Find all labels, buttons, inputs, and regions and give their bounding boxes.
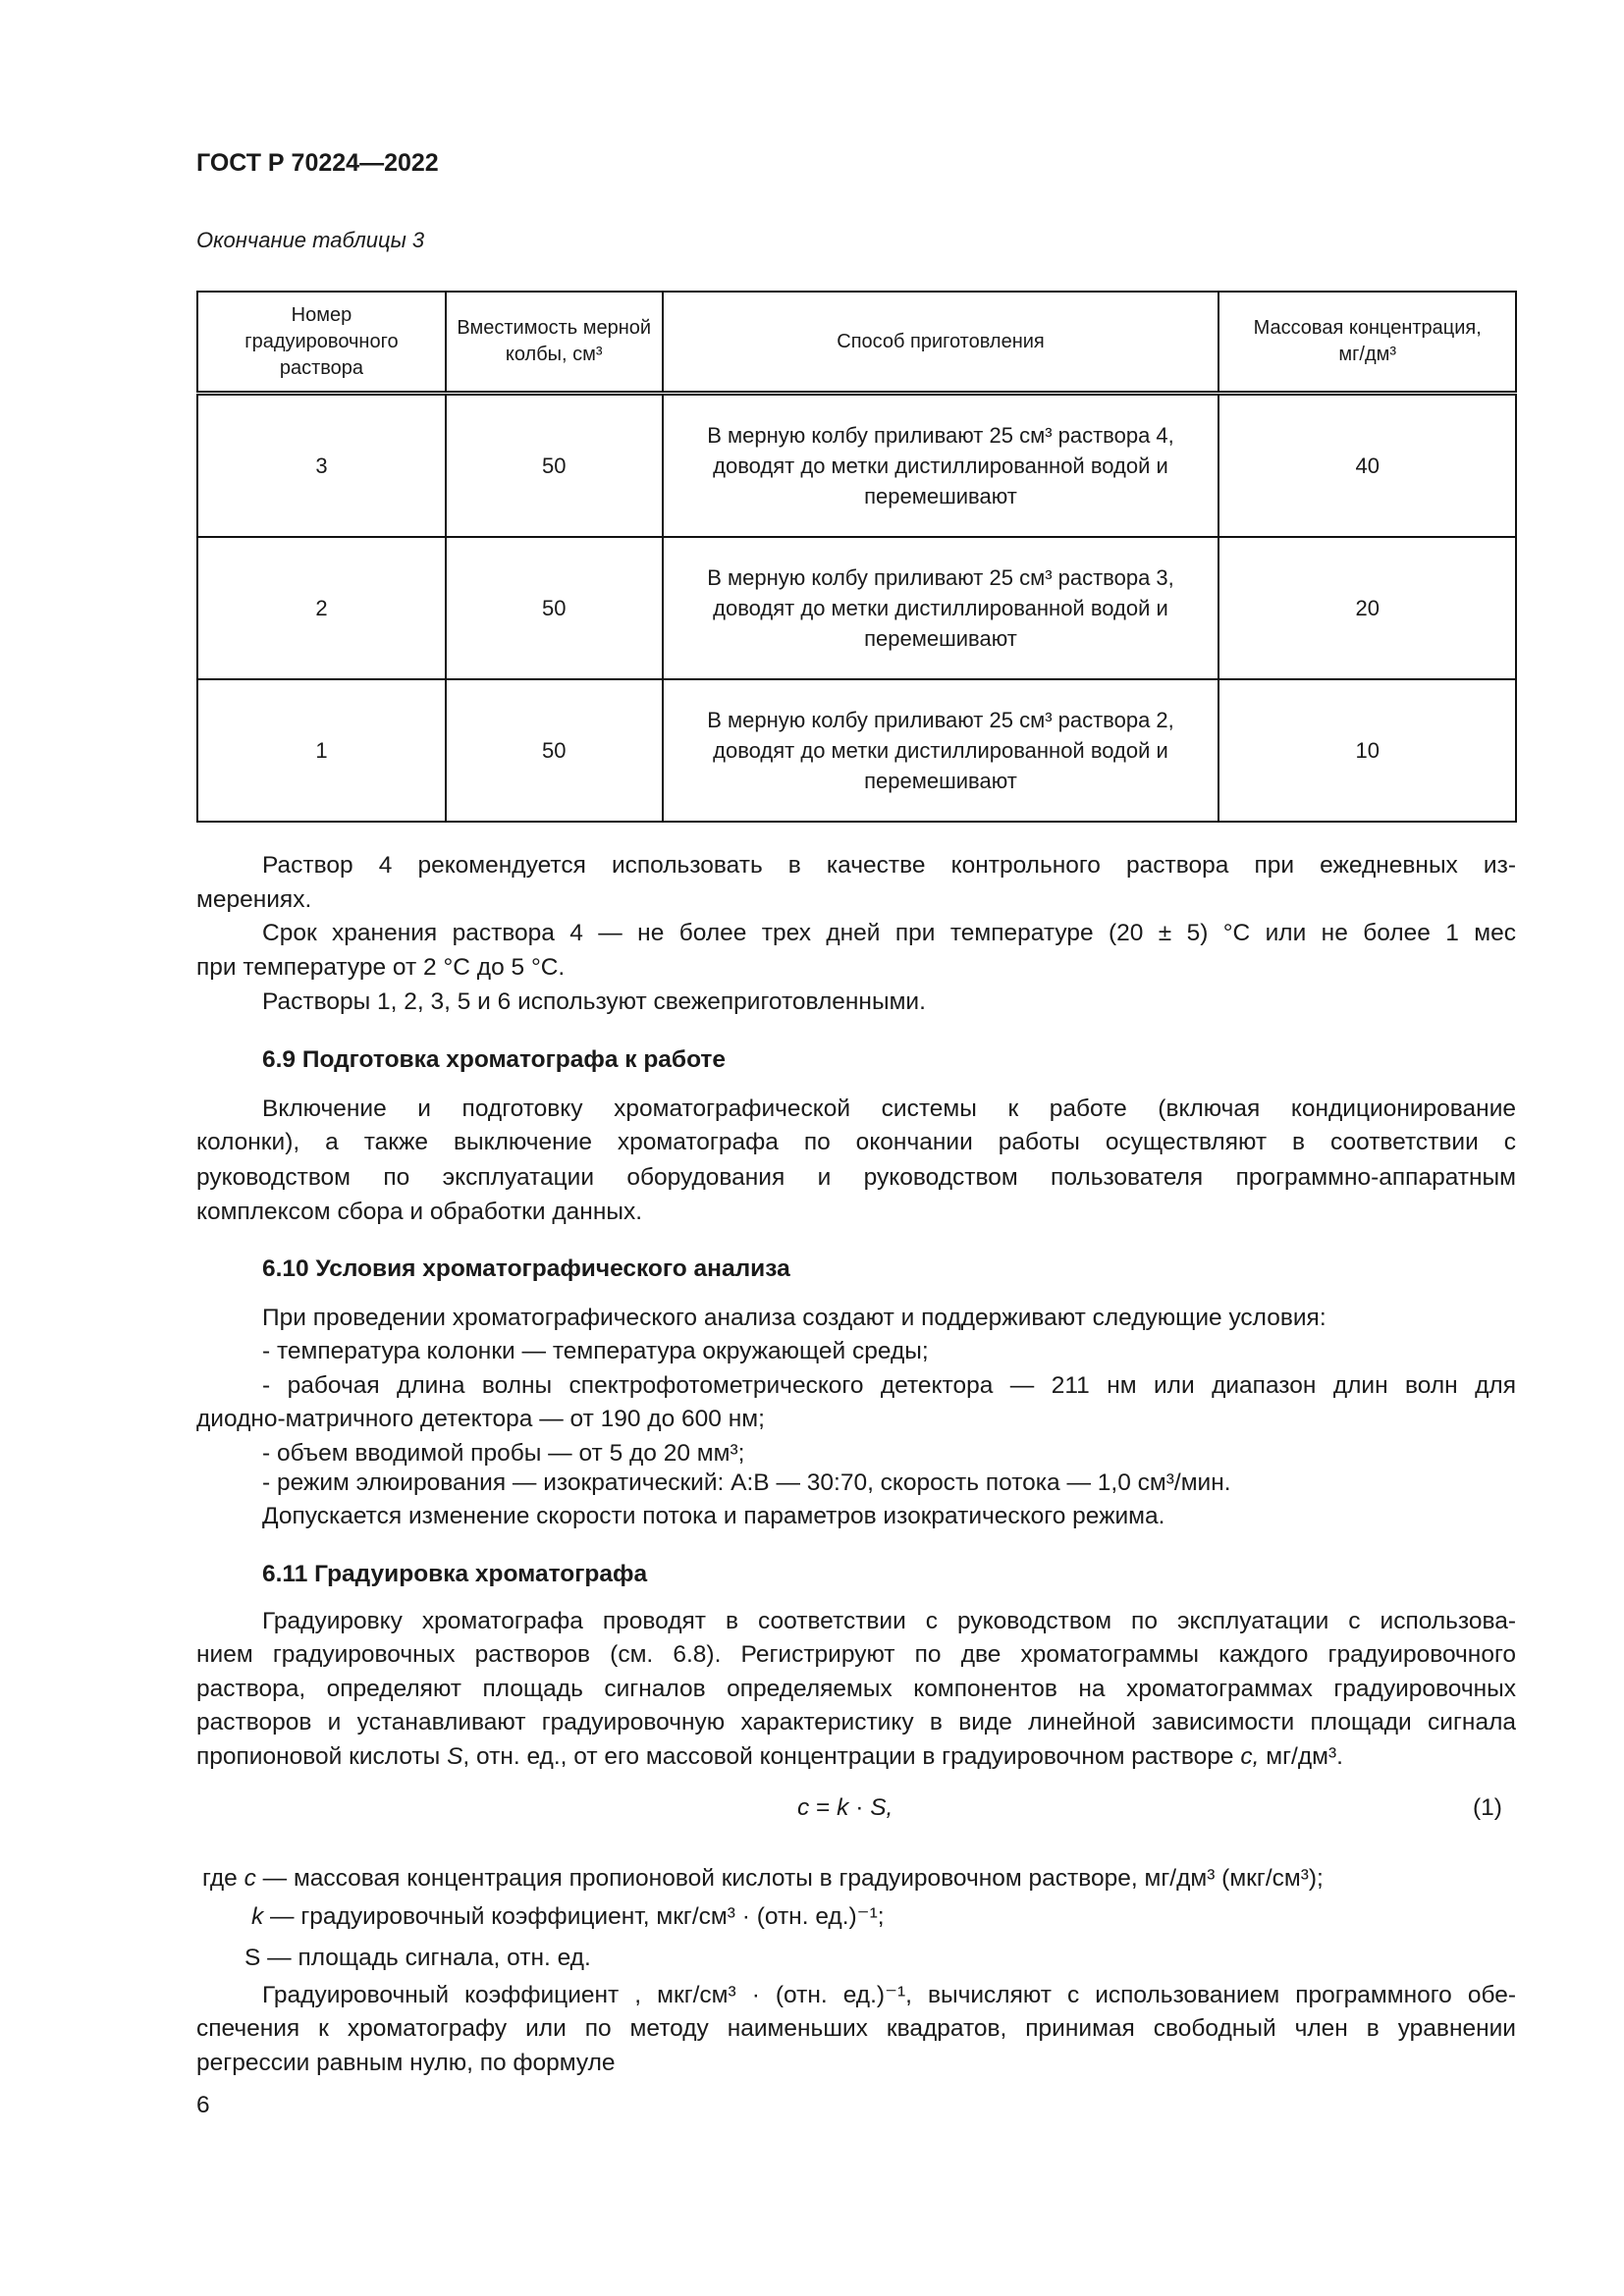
cell-num: 3 [197,394,446,538]
paragraph-line: растворов и устанавливают градуировочную характеристику в виде линейной зависимости площади сигнала [196,1709,1516,1735]
paragraph-line: Срок хранения раствора 4 — не более трех дней при температуре (20 ± 5) °С или не более 1 мес [262,920,1516,946]
paragraph-line: Допускается изменение скорости потока и параметров изократического режима. [262,1503,1165,1529]
section-heading-6-11: 6.11 Градуировка хроматографа [262,1561,648,1587]
symbol-c: c [244,1865,256,1892]
paragraph-line [196,1740,1516,1774]
column-header: Вместимость мерной колбы, см³ [446,292,663,394]
table-row [197,394,1516,538]
where-c [202,1862,1522,1896]
document-code: ГОСТ Р 70224—2022 [196,149,439,177]
cell-volume: 50 [446,679,663,822]
symbol-k: k [251,1903,264,1930]
paragraph-line: колонки), а также выключение хроматографа по окончании работы осуществляют в соответствии с [196,1129,1516,1155]
paragraph-line: руководством по эксплуатации оборудования и руководством пользователя программно-аппаратным [196,1164,1516,1191]
paragraph-line: раствора, определяют площадь сигналов определяемых компонентов на хроматограммах градуировочных [196,1676,1516,1702]
text: — площадь сигнала, отн. ед. [260,1945,591,1971]
text: — массовая концентрация пропионовой кислоты в градуировочном растворе, мг/дм³ (мкг/см³); [255,1865,1324,1892]
paragraph-line: мерениях. [196,886,312,913]
cell-conc: 10 [1218,679,1516,822]
formula [797,1791,893,1825]
page-number: 6 [196,2092,210,2118]
paragraph-line: спечения к хроматографу или по методу наименьших квадратов, принимая свободный член в уравнении [196,2015,1516,2042]
formula-s: S, [870,1794,893,1821]
cell-method: В мерную колбу приливают 25 см³ раствора 2, доводят до метки дистиллированной водой и перемешивают [663,679,1219,822]
paragraph-line: нием градуировочных растворов (см. 6.8). Регистрируют по две хроматограммы каждого градуировочного [196,1641,1516,1668]
formula-dot: · [848,1794,871,1821]
calibration-table [196,291,1517,823]
text: — градуировочный коэффициент, мкг/см³ · (отн. ед.)⁻¹; [263,1903,885,1930]
list-item: диодно-матричного детектора — от 190 до 600 нм; [196,1406,765,1432]
paragraph-line: комплексом сбора и обработки данных. [196,1199,643,1225]
section-heading-6-9: 6.9 Подготовка хроматографа к работе [262,1046,727,1073]
where-s [244,1942,1564,1975]
cell-num: 1 [197,679,446,822]
text: мг/дм³. [1259,1743,1343,1770]
cell-volume: 50 [446,537,663,679]
table-header-row [197,292,1516,394]
table-caption: Окончание таблицы 3 [196,228,425,252]
symbol-c: c, [1240,1743,1260,1770]
cell-conc: 40 [1218,394,1516,538]
paragraph-line: При проведении хроматографического анализа создают и поддерживают следующие условия: [262,1305,1326,1331]
list-item: - температура колонки — температура окружающей среды; [262,1338,929,1364]
cell-method: В мерную колбу приливают 25 см³ раствора 4, доводят до метки дистиллированной водой и перемешивают [663,394,1219,538]
where-k [251,1900,1571,1934]
formula-k: k [837,1794,849,1821]
cell-num: 2 [197,537,446,679]
paragraph-line: Градуировочный коэффициент , мкг/см³ · (отн. ед.)⁻¹, вычисляют с использованием программного обе- [262,1982,1516,2008]
column-header: Номер градуировочного раствора [197,292,446,394]
text: где [202,1865,244,1892]
cell-conc: 20 [1218,537,1516,679]
list-item: - режим элюирования — изократический: А:В — 30:70, скорость потока — 1,0 см³/мин. [262,1469,1231,1496]
section-heading-6-10: 6.10 Условия хроматографического анализа [262,1255,790,1282]
cell-volume: 50 [446,394,663,538]
text: , отн. ед., от его массовой концентрации в градуировочном растворе [462,1743,1241,1770]
formula-eq: = [809,1794,838,1821]
cell-method: В мерную колбу приливают 25 см³ раствора 3, доводят до метки дистиллированной водой и перемешивают [663,537,1219,679]
column-header: Способ приготовления [663,292,1219,394]
paragraph-line: Раствор 4 рекомендуется использовать в качестве контрольного раствора при ежедневных из- [262,852,1516,879]
list-item: - объем вводимой пробы — от 5 до 20 мм³; [262,1440,745,1467]
list-item: - рабочая длина волны спектрофотометрического детектора — 211 нм или диапазон длин волн для [262,1372,1516,1399]
paragraph-line: Включение и подготовку хроматографической системы к работе (включая кондиционирование [262,1095,1516,1122]
table-row [197,679,1516,822]
column-header: Массовая концентрация, мг/дм³ [1218,292,1516,394]
symbol-s: S [447,1743,463,1770]
table-row [197,537,1516,679]
text: пропионовой кислоты [196,1743,448,1770]
paragraph-line: регрессии равным нулю, по формуле [196,2050,616,2076]
paragraph-line: Растворы 1, 2, 3, 5 и 6 используют свежеприготовленными. [262,988,926,1015]
formula-number: (1) [1473,1794,1502,1821]
paragraph-line: при температуре от 2 °С до 5 °С. [196,954,566,981]
paragraph-line: Градуировку хроматографа проводят в соответствии с руководством по эксплуатации с использова- [262,1608,1516,1634]
formula-c: c [797,1794,810,1821]
symbol-s: S [244,1945,261,1971]
